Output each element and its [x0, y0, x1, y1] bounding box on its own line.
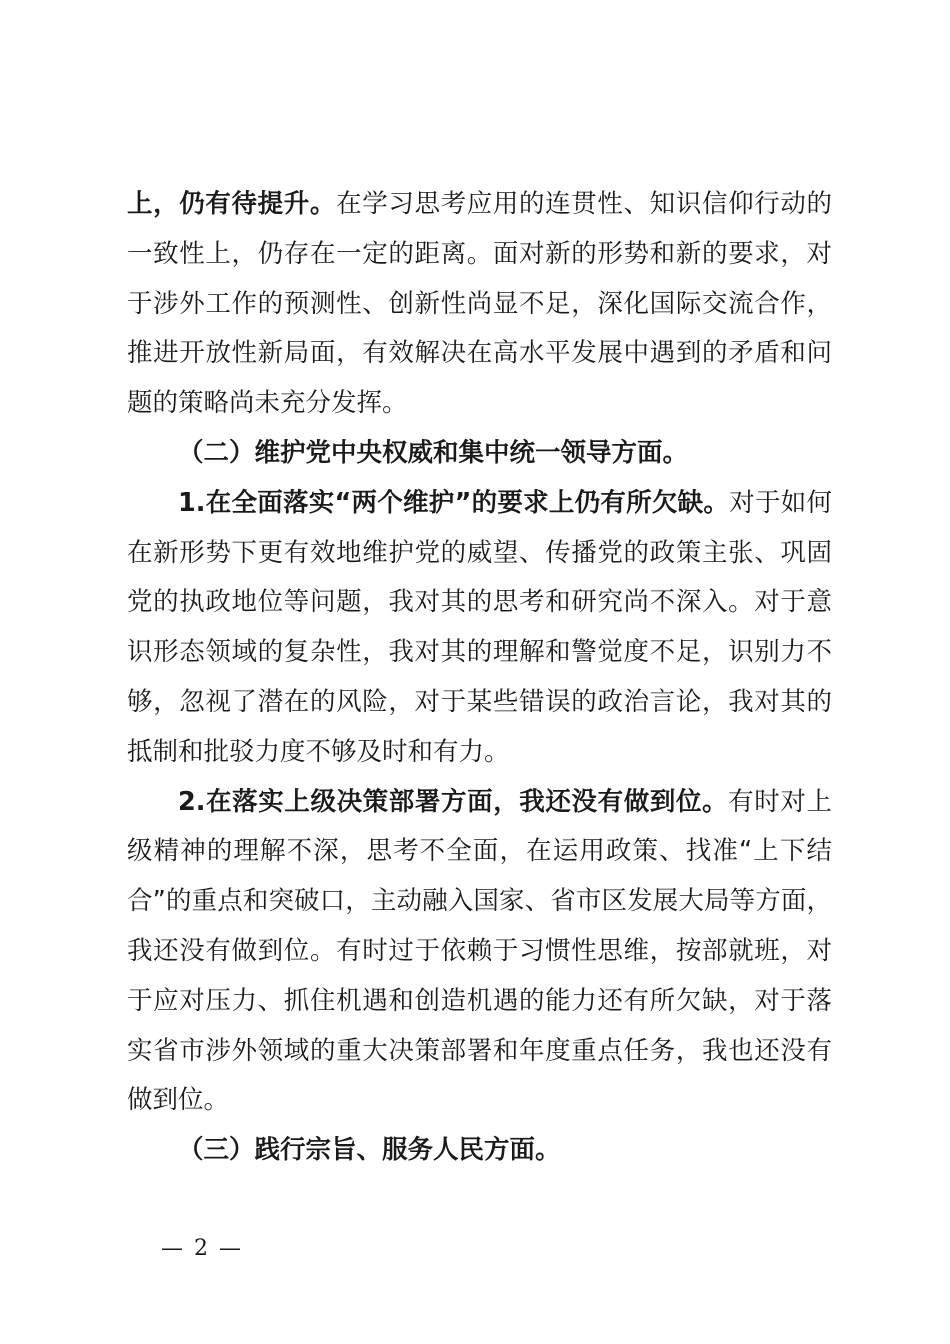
paragraph-item-1 — [127, 479, 832, 778]
paragraph-lead: 2.在落实上级决策部署方面，我还没有做到位。 — [178, 786, 729, 817]
paragraph-text: 在学习思考应用的连贯性、知识信仰行动的一致性上，仍存在一定的距离。面对新的形势和新的要求，对于涉外工作的预测性、创新性尚显不足，深化国际交流合作，推进开放性新局面，有效解决在高水平发展中遇到的矛盾和问题的策略尚未充分发挥。 — [127, 189, 832, 419]
page-number: — 2 — — [161, 1236, 243, 1261]
paragraph-text: 有时对上级精神的理解不深，思考不全面，在运用政策、找准“上下结合”的重点和突破口，主动融入国家、省市区发展大局等方面，我还没有做到位。有时过于依赖于习惯性思维，按部就班，对于应对压力、抓住机遇和创造机遇的能力还有所欠缺，对于落实省市涉外领域的重大决策部署和年度重点任务，我也还没有做到位。 — [127, 786, 832, 1116]
paragraph-lead: 1.在全面落实“两个维护”的要求上仍有所欠缺。 — [178, 487, 730, 518]
paragraph-lead: 上，仍有待提升。 — [127, 189, 337, 219]
paragraph-continued — [127, 180, 832, 429]
section-heading-2: （二）维护党中央权威和集中统一领导方面。 — [178, 437, 689, 468]
document-body — [127, 180, 832, 1176]
paragraph-item-2 — [127, 778, 832, 1127]
paragraph-text: 对于如何在新形势下更有效地维护党的威望、传播党的政策主张、巩固党的执政地位等问题，我对其的思考和研究尚不深入。对于意识形态领域的复杂性，我对其的理解和警觉度不足，识别力不够，忽视了潜在的风险，对于某些错误的政治言论，我对其的抵制和批驳力度不够及时和有力。 — [127, 487, 832, 767]
section-heading-3: （三）践行宗旨、服务人民方面。 — [178, 1135, 561, 1166]
